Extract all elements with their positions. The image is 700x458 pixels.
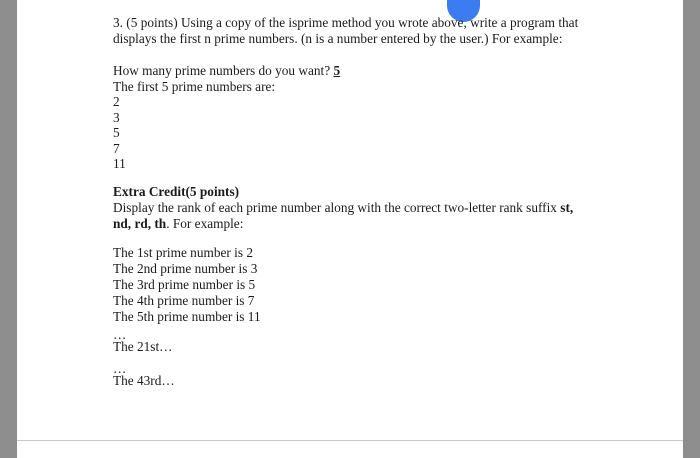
suffix-st: st,: [560, 200, 574, 215]
extra-credit-title: Extra Credit(5 points): [113, 184, 240, 199]
prime-item: 2: [113, 94, 120, 109]
ellipsis: …: [113, 361, 127, 376]
prompt-text: How many prime numbers do you want?: [113, 63, 334, 78]
extra-credit-section: [113, 184, 573, 232]
prime-item: 7: [113, 140, 120, 156]
prime-item: 3: [113, 109, 120, 125]
rank-line: The 4th prime number is 7: [113, 293, 255, 308]
rank-line-43: The 43rd…: [113, 373, 175, 388]
problem-line-1: 3. (5 points) Using a copy of the isprime method you wrote above, write a program that: [113, 15, 579, 30]
prompt-line: [113, 63, 340, 79]
rank-line: The 2nd prime number is 3: [113, 261, 258, 276]
problem-line-2: displays the first n prime numbers. (n is a number entered by the user.) For example:: [113, 31, 563, 46]
example-prompt: [113, 63, 340, 95]
rank-line: The 1st prime number is 2: [113, 245, 253, 260]
page-divider: [17, 440, 683, 441]
desc-rest: . For example:: [166, 216, 244, 231]
result-header: The first 5 prime numbers are:: [113, 79, 276, 94]
desc-text: Display the rank of each prime number along with the correct two-letter rank suffix: [113, 200, 561, 215]
extra-credit-desc-line-2: [113, 216, 573, 232]
document-page: [17, 0, 683, 458]
problem-statement: [113, 15, 578, 47]
ellipsis: …: [113, 327, 127, 342]
rank-line: The 3rd prime number is 5: [113, 277, 256, 292]
suffix-list: nd, rd, th: [113, 216, 167, 231]
user-input-value: 5: [333, 63, 341, 78]
prime-list: [113, 94, 126, 172]
rank-line: The 5th prime number is 11: [113, 309, 261, 324]
prime-item: 5: [113, 125, 120, 141]
rank-examples: [113, 245, 261, 389]
extra-credit-desc-line-1: [113, 200, 573, 216]
rank-line-21: The 21st…: [113, 339, 173, 354]
prime-item: 11: [113, 156, 126, 172]
